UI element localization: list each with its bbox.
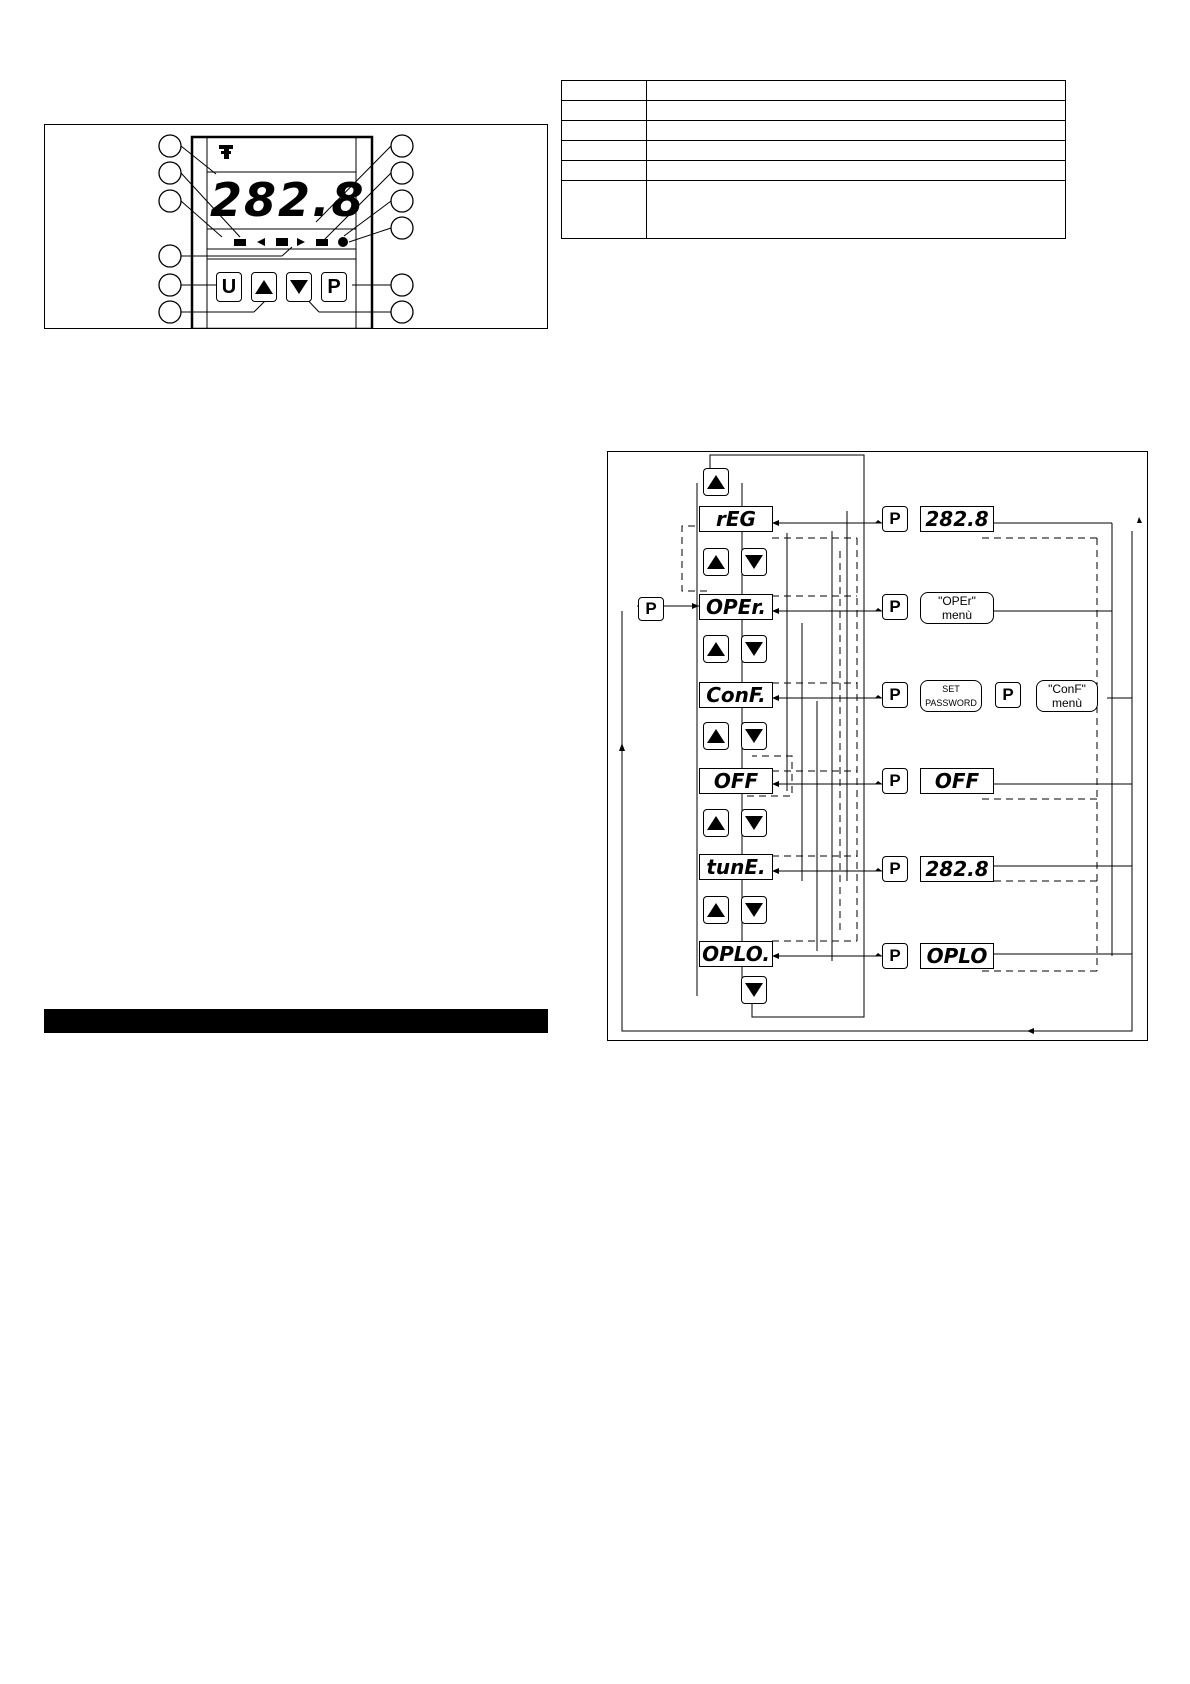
section-heading-bar bbox=[44, 1009, 548, 1033]
led-left-icon bbox=[257, 238, 265, 246]
reference-table bbox=[561, 80, 1066, 239]
flow-down-key[interactable] bbox=[741, 722, 767, 750]
flow-up-key-top[interactable] bbox=[703, 468, 729, 496]
table-row bbox=[562, 161, 1066, 181]
table-row bbox=[562, 141, 1066, 161]
flow-down-key[interactable] bbox=[741, 635, 767, 663]
flow-p-key[interactable]: P bbox=[882, 943, 908, 969]
flow-up-key[interactable] bbox=[703, 722, 729, 750]
table-row bbox=[562, 81, 1066, 101]
table-row bbox=[562, 121, 1066, 141]
p-key-button[interactable] bbox=[321, 272, 347, 302]
flow-down-key[interactable] bbox=[741, 809, 767, 837]
flow-p-key[interactable]: P bbox=[882, 768, 908, 794]
flow-entry-p-key[interactable] bbox=[638, 597, 664, 621]
flow-p-key[interactable]: P bbox=[995, 682, 1021, 708]
up-arrow-icon bbox=[707, 475, 725, 489]
conf-menu-pill: "ConF" menù bbox=[1036, 680, 1098, 712]
table-cell-num bbox=[562, 141, 647, 161]
up-arrow-icon bbox=[707, 903, 725, 917]
up-arrow-icon bbox=[707, 555, 725, 569]
table-cell-desc bbox=[647, 81, 1066, 101]
state-tune: tunE. bbox=[699, 854, 773, 880]
led-2-icon bbox=[276, 238, 288, 246]
flow-p-key[interactable]: P bbox=[882, 594, 908, 620]
led-3-icon bbox=[316, 239, 328, 246]
brand-logo-icon bbox=[219, 145, 233, 159]
u-key-label: U bbox=[221, 276, 237, 298]
u-key-button[interactable] bbox=[216, 272, 242, 302]
table-cell-desc bbox=[647, 141, 1066, 161]
up-key-button[interactable] bbox=[251, 272, 277, 302]
flow-down-key[interactable] bbox=[741, 896, 767, 924]
flow-up-key[interactable] bbox=[703, 809, 729, 837]
flow-p-key[interactable]: P bbox=[882, 506, 908, 532]
result-oplo-display: OPLO bbox=[920, 943, 994, 969]
flow-down-key[interactable] bbox=[741, 548, 767, 576]
flow-up-key[interactable] bbox=[703, 548, 729, 576]
table-cell-desc bbox=[647, 121, 1066, 141]
flow-up-key[interactable] bbox=[703, 635, 729, 663]
down-arrow-icon bbox=[745, 555, 763, 569]
table-cell-num bbox=[562, 101, 647, 121]
down-arrow-icon bbox=[745, 729, 763, 743]
set-password-pill: SET PASSWORD bbox=[920, 680, 982, 712]
panel-display-value: 282.8 bbox=[210, 173, 366, 227]
table-cell-desc bbox=[647, 161, 1066, 181]
flow-entry-p-label: P bbox=[645, 599, 657, 618]
down-arrow-icon bbox=[745, 642, 763, 656]
table-cell-desc bbox=[647, 181, 1066, 239]
flow-up-key[interactable] bbox=[703, 896, 729, 924]
up-arrow-icon bbox=[707, 642, 725, 656]
flow-down-key-bottom[interactable] bbox=[741, 976, 767, 1004]
led-right-icon bbox=[297, 238, 305, 246]
down-arrow-icon bbox=[290, 280, 308, 294]
down-arrow-icon bbox=[745, 903, 763, 917]
flow-p-key[interactable]: P bbox=[882, 682, 908, 708]
state-conf: ConF. bbox=[699, 682, 773, 708]
state-reg: rEG bbox=[699, 506, 773, 532]
led-1-icon bbox=[234, 239, 246, 246]
state-oplo: OPLO. bbox=[699, 941, 773, 967]
table-cell-num bbox=[562, 181, 647, 239]
oper-menu-pill: "OPEr" menù bbox=[920, 592, 994, 624]
result-tune-display: 282.8 bbox=[920, 856, 994, 882]
state-oper: OPEr. bbox=[699, 594, 773, 620]
table-row bbox=[562, 101, 1066, 121]
up-arrow-icon bbox=[707, 729, 725, 743]
led-4-icon bbox=[338, 237, 348, 247]
table-row bbox=[562, 181, 1066, 239]
up-arrow-icon bbox=[255, 280, 273, 294]
table-cell-num bbox=[562, 81, 647, 101]
flow-p-key[interactable]: P bbox=[882, 856, 908, 882]
flow-diagram-lines bbox=[607, 451, 1148, 1041]
down-arrow-icon bbox=[745, 983, 763, 997]
result-off-display: OFF bbox=[920, 768, 994, 794]
up-arrow-icon bbox=[707, 816, 725, 830]
table-cell-desc bbox=[647, 101, 1066, 121]
table-cell-num bbox=[562, 161, 647, 181]
p-key-label: P bbox=[327, 276, 341, 298]
result-reg-display: 282.8 bbox=[920, 506, 994, 532]
state-off: OFF bbox=[699, 768, 773, 794]
down-key-button[interactable] bbox=[286, 272, 312, 302]
down-arrow-icon bbox=[745, 816, 763, 830]
table-cell-num bbox=[562, 121, 647, 141]
